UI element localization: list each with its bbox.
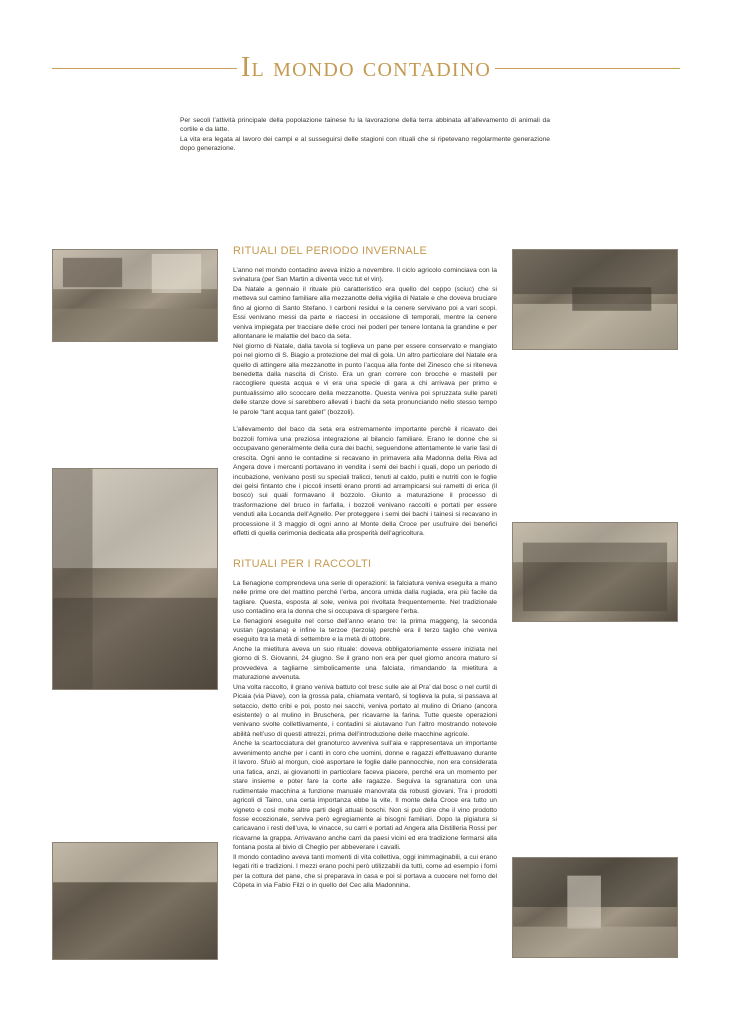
page-title: Il mondo contadino — [241, 52, 491, 83]
photo-harvest-work — [52, 842, 218, 960]
intro-text — [180, 116, 550, 153]
intro-paragraph: Per secoli l’attività principale della popolazione tainese fu la lavorazione della terra abbinata all’allevamento di animali da cortile e da latte. — [180, 117, 550, 134]
section-paragraph: La fienagione comprendeva una serie di operazioni: la falciatura veniva eseguita a mano nelle prime ore del mattino perché l’erba, ancora umida dalla rugiada, era più facile da tagliare. Questa, esposta al sole, veniva poi rivoltata frequentemente. Nel tradizionale uso contadino era la donna che si occupava di spargere l’erba. — [233, 579, 497, 616]
main-text-column — [233, 244, 497, 891]
section-paragraph: Nel giorno di Natale, dalla tavola si toglieva un pane per essere conservato e mangiato poi nel giorno di S. Biagio a protezione del mal di gola. Un altro particolare del Natale era quello di attingere alla mezzanotte in punto l’acqua alla fonte del Zinesco che si riteneva benedetta dalla nascita di Cristo. Era un gran correre con brocche e mastelli per raccogliere questa acqua e vi era una specie di gara a chi arrivava per primo e puntualissimo allo scoccare della mezzanotte. Questa veniva poi spruzzata sulle pareti delle stanze dove si sarebbero allevati i bachi da seta pronunciando nello stesso tempo le parole “tant acqua tant galet” (bozzoli). — [233, 342, 497, 416]
title-rule-right — [495, 68, 680, 69]
section-paragraph: Una volta raccolto, il grano veniva battuto col tresc sulle aie al Pra’ dal bosc o nel curtil di Picaia (via Piave), con la grossa pala, chiamata ventarö, si toglieva la pula, si passava al setaccio, detto cribi e poi, posto nei sacchi, veniva portato al mulino di Oriano (ancora esistente) o al mulino in Bruschera, per ricavarne la farina. Tutte queste operazioni venivano svolte collettivamente, i contadini si aiutavano l’un l’altro mostrando notevole abilità nell’uso di questi attrezzi, prima dell’introduzione delle macchine agricole. — [233, 683, 497, 738]
section-paragraph: Il mondo contadino aveva tanti momenti di vita collettiva, oggi inimmaginabili, a cui erano legati riti e tradizioni. I mezzi erano pochi però utilizzabili da tutti, come ad esempio i forni per la cottura del pane, che si preparava in casa e poi si portava a cuocere nel forno del Cöpeta in via Fabio Filzi o in quello del Cec alla Madonnina. — [233, 853, 497, 890]
photo-village-courtyard — [512, 857, 678, 958]
section-paragraph: L’allevamento del baco da seta era estremamente importante perchè il ricavato dei bozzoli forniva una preziosa integrazione al bilancio familiare. Erano le donne che si occupavano generalmente della cura dei bachi, seguendone attentamente le varie fasi di crescita. Ogni anno le contadine si recavano in primavera alla Madonna della Riva ad Angera dove i mercanti portavano in vendita i semi dei bachi i quali, dopo un periodo di incubazione, venivano posti su speciali tralicci, tenuti al caldo, puliti e nutriti con le foglie dei gelsi fintanto che i piccoli insetti erano pronti ad arrampicarsi sui rametti di erica (il bosco) sui quali formavano il bozzolo. Giunto a maturazione il processo di trasformazione del bruco in farfalla, i bozzoli venivano raccolti e portati per essere venduti alla Locanda dell’Agnello. Per proteggere i semi dei bachi i tainesi si recavano in processione il 3 maggio di ogni anno al Monte della Croce per usufruire dei benefici effetti di quella cerimonia dedicata alla prosperità dell’agricoltura. — [233, 426, 497, 538]
photo-horse-cart — [512, 249, 678, 350]
photo-women-silkworms — [52, 468, 218, 690]
photo-group-of-men — [512, 522, 678, 622]
section-heading-harvest-rituals: RITUALI PER I RACCOLTI — [233, 557, 372, 570]
section-paragraph: Le fienagioni eseguite nel corso dell’anno erano tre: la prima maggeng, la seconda vustan (agostana) e infine la terzoe (terzola) perchè era il terzo taglio che veniva eseguito tra la metà di settembre e la metà di ottobre. — [233, 617, 497, 644]
title-row — [52, 52, 680, 84]
section-paragraph: L’anno nel mondo contadino aveva inizio a novembre. Il ciclo agricolo cominciava con la svinatura (per San Martin a diventa vecc tut el vin). — [233, 267, 497, 284]
title-rule-left — [52, 68, 237, 69]
section-paragraph: Anche la mietitura aveva un suo rituale: doveva obbligatoriamente essere iniziata nel giorno di S. Giovanni, 24 giugno. Se il grano non era per quel giorno ancora maturo si provvedeva a tagliarne simbolicamente una falciata, rimandando la mietitura a maturazione avvenuta. — [233, 645, 497, 682]
section-paragraph: Da Natale a gennaio il rituale più caratteristico era quello del ceppo (sciuc) che si metteva sul camino familiare alla mezzanotte della vigilia di Natale e che doveva bruciare fino al giorno di Santo Stefano. I carboni residui e la cenere servivano poi a vari scopi. Essi venivano messi da parte e riaccesi in occasione di temporali, mentre la cenere veniva impiegata per tracciare delle croci nei poderi per tenere lontana la grandine e per allontanare le malattie del baco da seta. — [233, 285, 497, 341]
section-heading-winter-rituals: RITUALI DEL PERIODO INVERNALE — [233, 245, 428, 257]
section-paragraph: Anche la scartocciatura del granoturco avveniva sull’aia e rappresentava un importante avvenimento anche per i canti in coro che uomini, donne e ragazzi effettuavano durante il lavoro. Sfuiò al morgun, cioè asportare le foglie dalle pannocchie, non era considerata una fatica, anzi, ai giovanotti in particolare faceva piacere, perché era un momento per stare insieme e poter fare la corte alle ragazze. Seguiva la sgranatura con una rudimentale macchina a funzione manuale manovrata da robusti giovani. Tra i prodotti agricoli di Taino, una certa importanza ebbe la vite. Il monte della Croce era tutto un vigneto e così molte altre parti degli attuali boschi. Non si può dire che il vino prodotto fosse eccezionale, serviva però egregiamente ai bisogni familiari. Dopo la pigiatura si caricavano i resti dell’uva, le vinacce, su carri e portati ad Angera alla Distilleria Rossi per ricavarne la grappa. Arrivavano anche carri da paesi vicini ed era tradizione fermarsi alla fontana posta al bivio di Cheglio per abbeverare i cavalli. — [233, 740, 497, 852]
intro-paragraph: La vita era legata al lavoro dei campi e al susseguirsi delle stagioni con rituali che si ripetevano regolarmente generazione dopo generazione. — [180, 135, 550, 152]
photo-farmyard-with-horses — [52, 249, 218, 342]
